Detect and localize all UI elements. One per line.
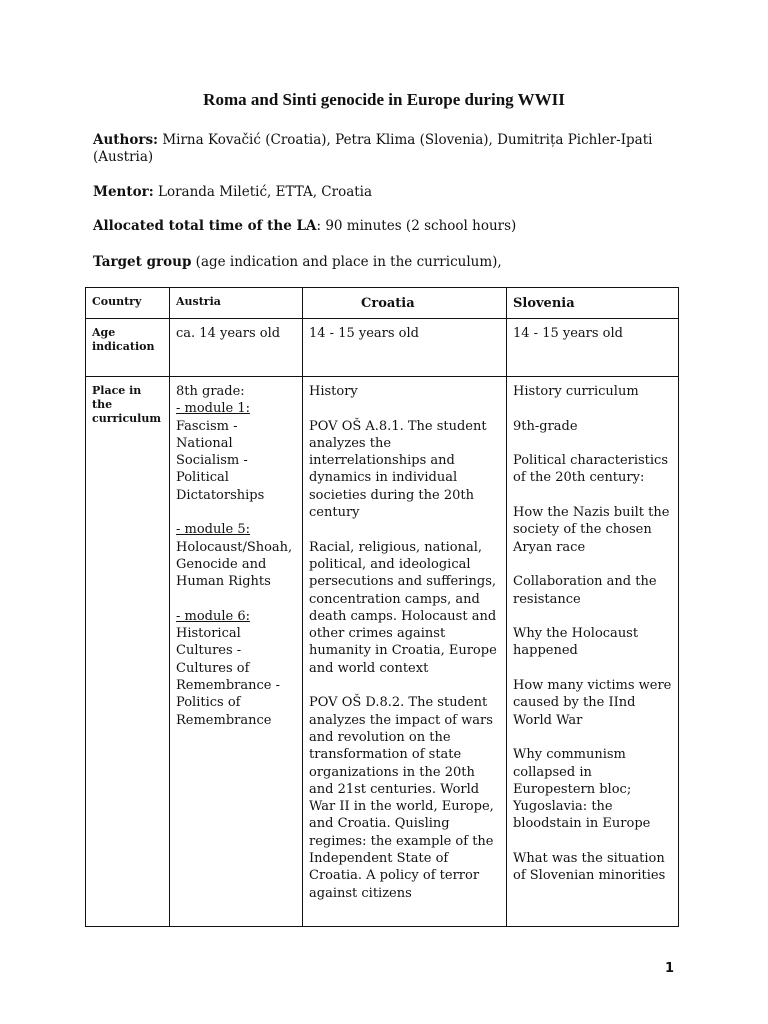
age-croatia: 14 - 15 years old (303, 319, 507, 377)
croatia-paragraph: POV OŠ A.8.1. The student analyzes the interrelationships and dynamics in individual societies during the 20th century (309, 418, 487, 521)
curriculum-slovenia (507, 377, 679, 927)
document-title: Roma and Sinti genocide in Europe during WWII (203, 90, 565, 109)
croatia-paragraph: POV OŠ D.8.2. The student analyzes the impact of wars and revolution on the transformation of state organizations in the 20th and 21st centuries. World War II in the world, Europe, and Croatia. Quisling regimes: the example of the Independent State of Croatia. A policy of terror against citizens (309, 695, 494, 901)
slovenia-paragraph: How the Nazis built the society of the chosen Aryan race (513, 505, 670, 555)
mentor-label: Mentor: (93, 184, 154, 200)
austria-module-1-text: Fascism - National Socialism - Political Dictatorships (176, 418, 265, 503)
austria-module-1-label: - module 1: (176, 401, 251, 417)
mentor-line (93, 184, 693, 201)
target-value: (age indication and place in the curriculum), (191, 254, 502, 270)
slovenia-paragraph: 9th-grade (513, 418, 578, 434)
slovenia-paragraph: How many victims were caused by the IInd World War (513, 678, 672, 728)
slovenia-paragraph: Why communism collapsed in Europestern bloc; Yugoslavia: the bloodstain in Europe (513, 747, 651, 832)
curriculum-label: Place in the curriculum (86, 377, 170, 927)
time-value: : 90 minutes (2 school hours) (316, 218, 517, 234)
curriculum-table (85, 287, 679, 927)
croatia-paragraph: History (309, 384, 358, 399)
age-label: Age indication (86, 319, 170, 377)
mentor-value: Loranda Miletić, ETTA, Croatia (153, 184, 373, 200)
table-row-curriculum (86, 377, 679, 927)
header-croatia: Croatia (303, 288, 507, 319)
time-label: Allocated total time of the LA (93, 218, 317, 234)
age-slovenia: 14 - 15 years old (507, 319, 679, 377)
croatia-paragraph: Racial, religious, national, political, and ideological persecutions and sufferings, concentration camps, and death camps. Holocaust and other crimes against humanity in Croatia, Europe and world context (309, 539, 497, 676)
austria-module-6-text: Historical Cultures - Cultures of Remembrance - Politics of Remembrance (176, 626, 280, 728)
header-slovenia: Slovenia (507, 288, 679, 319)
table-row-age (86, 319, 679, 377)
slovenia-paragraph: History curriculum (513, 384, 639, 399)
authors-line (93, 132, 693, 166)
slovenia-paragraph: Collaboration and the resistance (513, 574, 657, 607)
austria-module-6-label: - module 6: (176, 608, 251, 624)
austria-module-5-text: Holocaust/Shoah, Genocide and Human Rights (176, 539, 293, 590)
header-country: Country (86, 288, 170, 319)
table-header-row (86, 288, 679, 319)
age-austria: ca. 14 years old (170, 319, 303, 377)
page-number: 1 (665, 961, 675, 976)
slovenia-paragraph: Why the Holocaust happened (513, 626, 639, 659)
time-line (93, 218, 693, 235)
target-label: Target group (93, 254, 192, 270)
slovenia-paragraph: What was the situation of Slovenian minorities (513, 851, 666, 884)
austria-grade: 8th grade: (176, 384, 245, 399)
target-line (93, 254, 693, 271)
austria-module-5-label: - module 5: (176, 522, 251, 538)
header-austria: Austria (170, 288, 303, 319)
curriculum-austria (170, 377, 303, 927)
authors-value: Mirna Kovačić (Croatia), Petra Klima (Slovenia), Dumitrița Pichler-Ipati (Austria) (93, 132, 653, 165)
authors-label: Authors: (93, 132, 159, 148)
slovenia-paragraph: Political characteristics of the 20th century: (513, 453, 669, 486)
curriculum-croatia (303, 377, 507, 927)
